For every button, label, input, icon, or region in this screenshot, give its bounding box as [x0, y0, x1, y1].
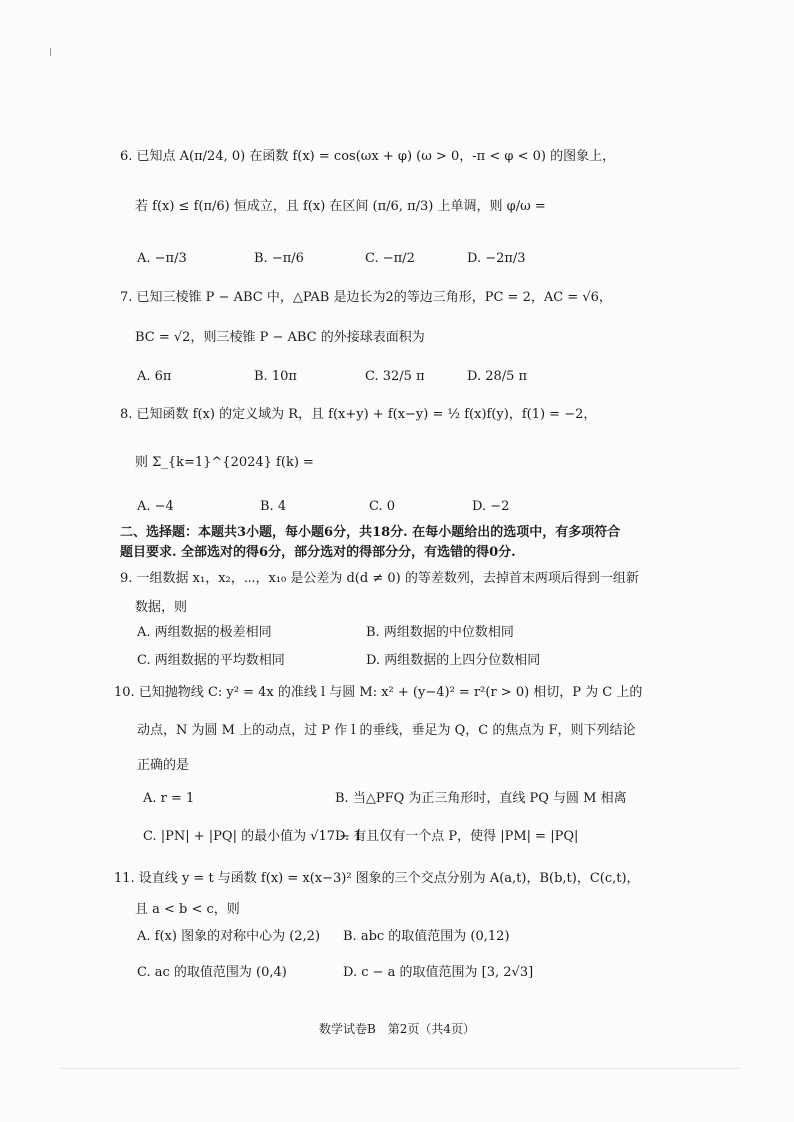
q8-option-c: C. 0 — [369, 499, 396, 514]
q10-line1: 10. 已知抛物线 C: y² = 4x 的准线 l 与圆 M: x² + (y−4)² = r²(r > 0) 相切，P 为 C 上的 — [114, 685, 643, 700]
q10-option-d: D. 有且仅有一个点 P，使得 |PM| = |PQ| — [335, 829, 579, 844]
page-bottom-rule — [60, 1068, 740, 1069]
page-footer: 数学试卷B 第2页（共4页） — [318, 1022, 476, 1036]
q8-option-d: D. −2 — [472, 499, 510, 514]
section2-line2: 题目要求. 全部选对的得6分，部分选对的得部分分，有选错的得0分. — [120, 545, 516, 560]
q9-line1: 9. 一组数据 x₁，x₂，⋯，x₁₀ 是公差为 d(d ≠ 0) 的等差数列，去掉首末两项后得到一组新 — [120, 571, 639, 586]
q9-option-b: B. 两组数据的中位数相同 — [366, 625, 514, 640]
q8-line2: 则 Σ_{k=1}^{2024} f(k) = — [135, 455, 314, 470]
q8-option-a: A. −4 — [137, 499, 174, 514]
q11-line1: 11. 设直线 y = t 与函数 f(x) = x(x−3)² 图象的三个交点分别为 A(a,t)，B(b,t)，C(c,t)， — [114, 871, 640, 886]
section2-line1: 二、选择题：本题共3小题，每小题6分，共18分. 在每小题给出的选项中，有多项符合 — [120, 525, 621, 540]
q9-option-c: C. 两组数据的平均数相同 — [137, 653, 285, 668]
q6-line2: 若 f(x) ≤ f(π/6) 恒成立，且 f(x) 在区间 (π/6, π/3) 上单调，则 φ/ω = — [135, 199, 546, 214]
q6-option-b: B. −π/6 — [254, 251, 304, 266]
q10-line3: 正确的是 — [137, 758, 190, 773]
q10-option-b: B. 当△PFQ 为正三角形时，直线 PQ 与圆 M 相离 — [335, 791, 627, 806]
q7-option-b: B. 10π — [254, 369, 297, 384]
q6-option-d: D. −2π/3 — [467, 251, 526, 266]
q6-option-a: A. −π/3 — [137, 251, 187, 266]
q11-option-b: B. abc 的取值范围为 (0,12) — [343, 929, 510, 944]
q8-line1: 8. 已知函数 f(x) 的定义域为 R，且 f(x+y) + f(x−y) = ½ f(x)f(y)，f(1) = −2， — [120, 407, 597, 422]
q7-option-c: C. 32/5 π — [365, 369, 425, 384]
q11-line2: 且 a < b < c，则 — [135, 902, 240, 917]
q10-option-c: C. |PN| + |PQ| 的最小值为 √17 − 1 — [143, 829, 363, 844]
q6-option-c: C. −π/2 — [365, 251, 415, 266]
q7-option-d: D. 28/5 π — [467, 369, 528, 384]
q10-option-a: A. r = 1 — [143, 791, 195, 806]
q7-option-a: A. 6π — [137, 369, 172, 384]
q7-line1: 7. 已知三棱锥 P − ABC 中，△PAB 是边长为2的等边三角形，PC = 2，AC = √6， — [120, 290, 612, 305]
q9-option-d: D. 两组数据的上四分位数相同 — [366, 653, 541, 668]
scan-mark — [50, 48, 51, 56]
q11-option-c: C. ac 的取值范围为 (0,4) — [137, 965, 287, 980]
q7-line2: BC = √2，则三棱锥 P − ABC 的外接球表面积为 — [135, 330, 425, 345]
q9-option-a: A. 两组数据的极差相同 — [137, 625, 272, 640]
q10-line2: 动点，N 为圆 M 上的动点，过 P 作 l 的垂线，垂足为 Q，C 的焦点为 F，则下列结论 — [137, 723, 636, 738]
q8-option-b: B. 4 — [260, 499, 287, 514]
q9-line2: 数据，则 — [135, 600, 188, 615]
q11-option-a: A. f(x) 图象的对称中心为 (2,2) — [137, 929, 321, 944]
q6-line1: 6. 已知点 A(π/24, 0) 在函数 f(x) = cos(ωx + φ) (ω > 0，-π < φ < 0) 的图象上， — [120, 149, 616, 164]
q11-option-d: D. c − a 的取值范围为 [3, 2√3] — [343, 965, 534, 980]
